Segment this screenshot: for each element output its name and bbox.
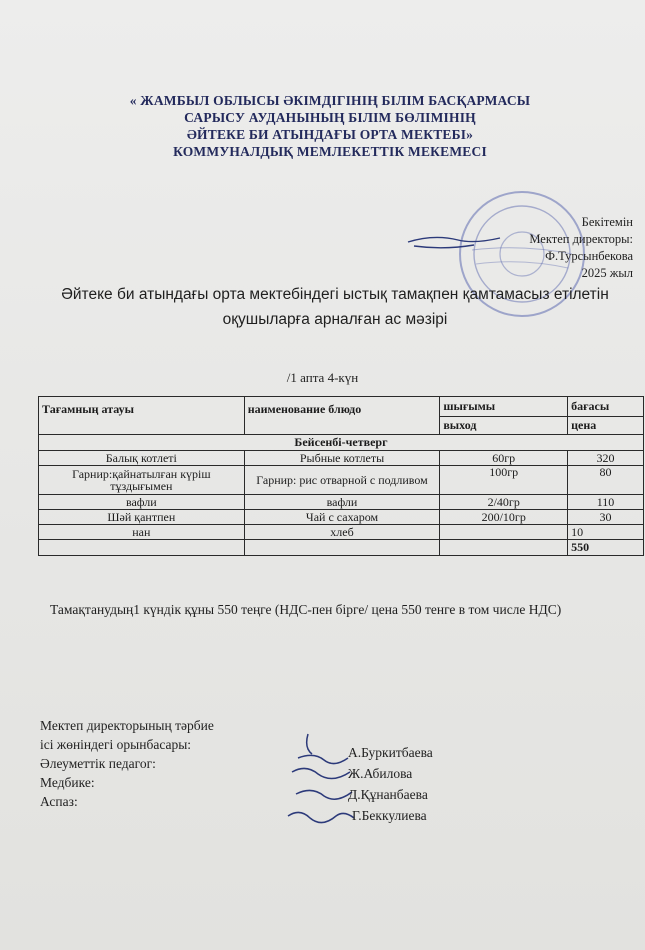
dish-ru: вафли — [244, 495, 440, 510]
header-row — [39, 397, 644, 417]
week-day-label: /1 апта 4-күн — [286, 370, 359, 385]
table-row — [39, 466, 644, 495]
header-line-4: КОММУНАЛДЫҚ МЕМЛЕКЕТТІК МЕКЕМЕСІ — [173, 144, 487, 159]
col-header-yield-kz: шығымы — [440, 397, 568, 417]
role-social-pedagogue: Әлеуметтік педагог: — [40, 756, 156, 771]
total-empty-3 — [440, 540, 568, 556]
role-deputy-line-1: Мектеп директорының тәрбие — [40, 718, 214, 733]
staff-names — [348, 742, 433, 826]
dish-yield: 200/10гр — [440, 510, 568, 525]
dish-ru: Гарнир: рис отварной с подливом — [244, 466, 440, 495]
table-row — [39, 451, 644, 466]
dish-ru: Чай с сахаром — [244, 510, 440, 525]
dish-yield: 100гр — [440, 466, 568, 495]
dish-yield — [440, 525, 568, 540]
dish-price: 320 — [568, 451, 644, 466]
dish-kz: Гарнир:қайнатылған күріш тұздығымен — [39, 466, 245, 495]
dish-kz: Балық котлеті — [39, 451, 245, 466]
table-row — [39, 495, 644, 510]
header-line-3: ӘЙТЕКЕ БИ АТЫНДАҒЫ ОРТА МЕКТЕБІ» — [186, 127, 474, 142]
title-line-1: Әйтеке би атындағы орта мектебіндегі ыстық тамақпен қамтамасыз етілетін — [61, 286, 609, 303]
approval-line-4: 2025 жыл — [581, 266, 633, 280]
day-row — [39, 435, 644, 451]
menu-table — [38, 396, 644, 556]
approval-line-2: Мектеп директоры: — [529, 232, 633, 246]
name-cook: Г.Беккулиева — [352, 808, 427, 823]
header-line-2: САРЫСУ АУДАНЫНЫҢ БІЛІМ БӨЛІМІНІҢ — [184, 110, 476, 125]
col-header-kz-name: Тағамның атауы — [39, 397, 245, 435]
col-header-price-ru: цена — [568, 417, 644, 435]
institution-header — [60, 92, 600, 160]
table-row — [39, 510, 644, 525]
staff-roles — [40, 716, 214, 811]
col-header-price-kz: бағасы — [568, 397, 644, 417]
dish-price: 30 — [568, 510, 644, 525]
role-nurse: Медбике: — [40, 775, 95, 790]
dish-kz: нан — [39, 525, 245, 540]
name-nurse: Д.Құнанбаева — [348, 787, 428, 802]
dish-price: 80 — [568, 466, 644, 495]
day-label: Бейсенбі-четверг — [39, 435, 644, 451]
total-empty-2 — [244, 540, 440, 556]
dish-kz: Шәй қантпен — [39, 510, 245, 525]
menu-title — [20, 282, 645, 332]
dish-ru: Рыбные котлеты — [244, 451, 440, 466]
role-cook: Аспаз: — [40, 794, 78, 809]
total-empty-1 — [39, 540, 245, 556]
name-social-pedagogue: Ж.Абилова — [348, 766, 413, 781]
dish-yield: 2/40гр — [440, 495, 568, 510]
daily-cost-note: Тамақтанудың1 күндік құны 550 теңге (НДС-пен бірге/ цена 550 тенге в том числе НДС) — [50, 602, 562, 617]
col-header-yield-ru: выход — [440, 417, 568, 435]
title-line-2: оқушыларға арналған ас мәзірі — [222, 311, 448, 328]
dish-price: 10 — [568, 525, 644, 540]
header-line-1: « ЖАМБЫЛ ОБЛЫСЫ ӘКІМДІГІНІҢ БІЛІМ БАСҚАРМАСЫ — [129, 93, 531, 108]
name-deputy: А.Буркитбаева — [348, 745, 433, 760]
total-value: 550 — [568, 540, 644, 556]
col-header-ru-name: наименование блюдо — [244, 397, 440, 435]
role-deputy-line-2: ісі жөніндегі орынбасары: — [40, 737, 192, 752]
staff-signatures — [278, 728, 358, 838]
table-row — [39, 525, 644, 540]
dish-yield: 60гр — [440, 451, 568, 466]
approval-line-1: Бекітемін — [581, 215, 633, 229]
total-row — [39, 540, 644, 556]
dish-kz: вафли — [39, 495, 245, 510]
director-signature — [404, 228, 524, 268]
approval-line-3: Ф.Турсынбекова — [545, 249, 633, 263]
dish-price: 110 — [568, 495, 644, 510]
dish-ru: хлеб — [244, 525, 440, 540]
approval-block — [529, 214, 633, 282]
